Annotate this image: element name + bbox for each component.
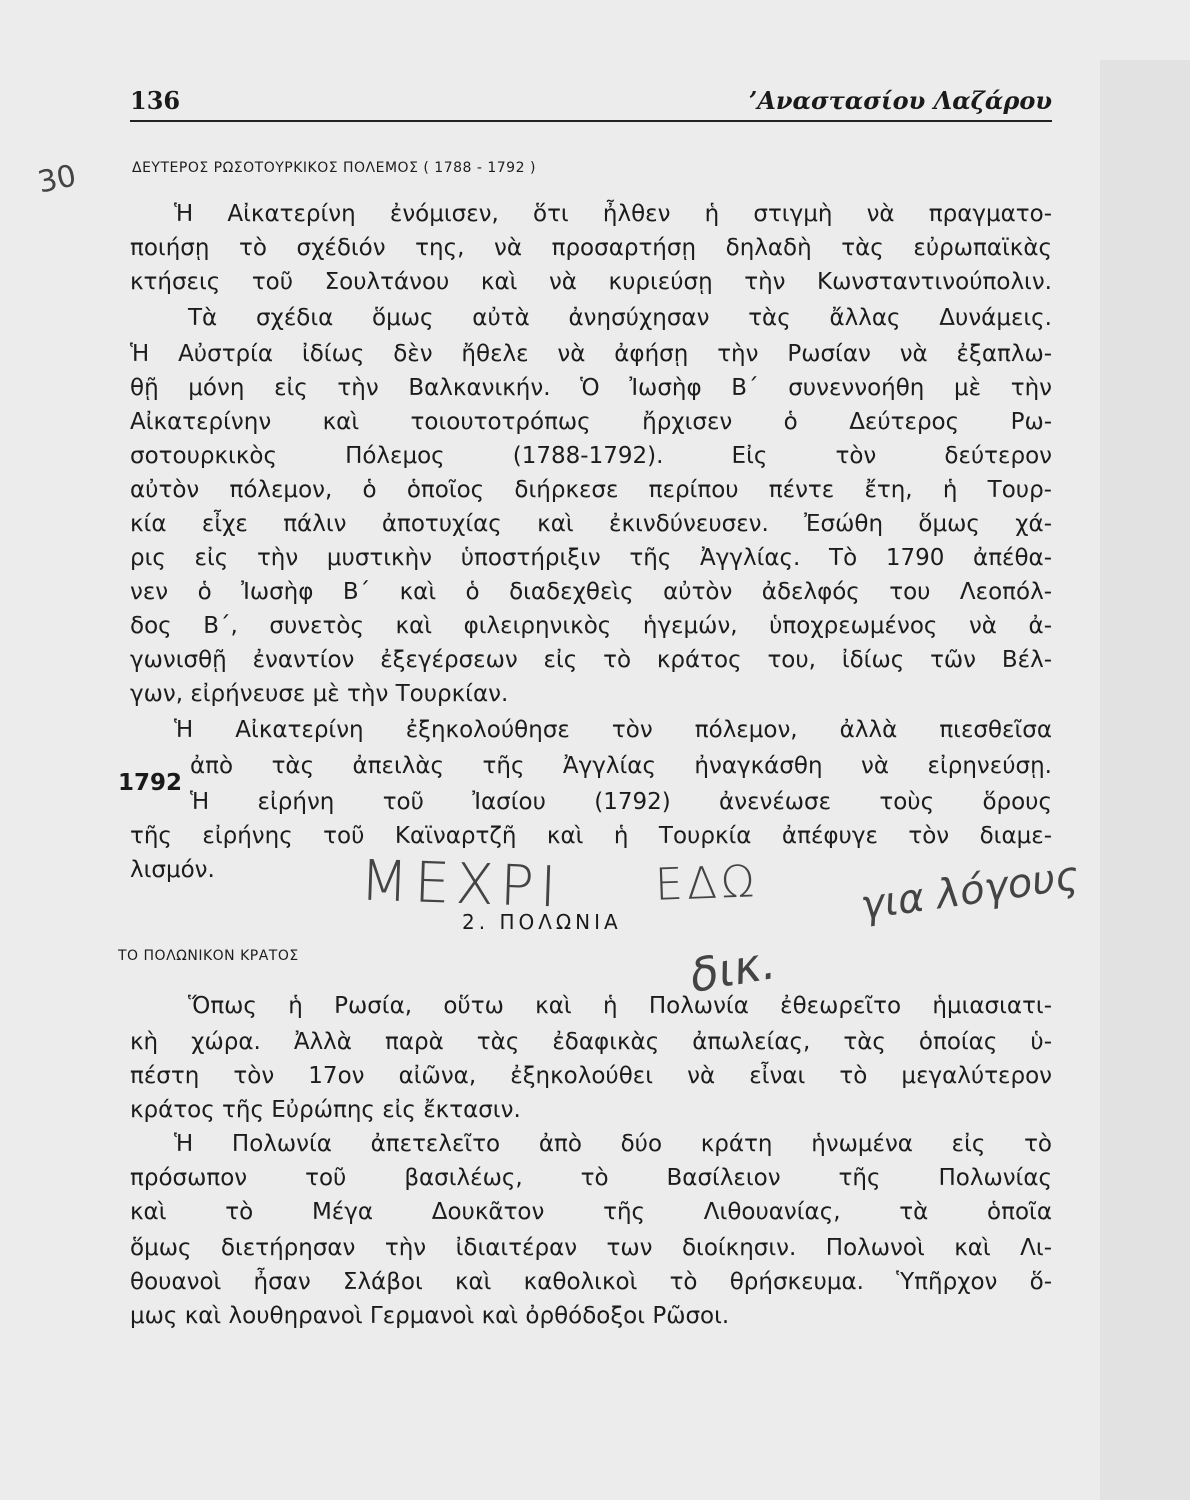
page-number: 136 (130, 86, 181, 115)
body-line: Ἡ Πολωνία ἀπετελεῖτο ἀπὸ δύο κράτη ἡνωμένα εἰς τὸ (174, 1131, 1052, 1157)
handwritten-note: ΕΔΩ (654, 856, 760, 911)
body-line: Ἡ εἰρήνη τοῦ Ἰασίου (1792) ἀνενέωσε τοὺς ὅρους (190, 789, 1052, 815)
margin-year: 1792 (118, 770, 183, 796)
body-line: λισμόν. (130, 857, 215, 883)
handwritten-note: για λόγους (857, 852, 1082, 930)
body-line: νεν ὁ Ἰωσὴφ Β΄ καὶ ὁ διαδεχθεὶς αὐτὸν ἀδελφός του Λεοπόλ- (130, 579, 1052, 605)
section-label-polish-state: ΤΟ ΠΟΛΩΝΙΚΟΝ ΚΡΑΤΟΣ (118, 948, 299, 964)
body-line: θῇ μόνη εἰς τὴν Βαλκανικήν. Ὁ Ἰωσὴφ Β΄ συνεννοήθη μὲ τὴν (130, 375, 1052, 401)
handwritten-note: ΜΕΧΡΙ (358, 848, 564, 921)
body-line: μως καὶ λουθηρανοὶ Γερμανοὶ καὶ ὀρθόδοξοι Ρῶσοι. (130, 1303, 730, 1329)
body-line: κράτος τῆς Εὐρώπης εἰς ἔκτασιν. (130, 1097, 521, 1123)
body-line: πρόσωπον τοῦ βασιλέως, τὸ Βασίλειον τῆς Πολωνίας (130, 1165, 1052, 1191)
page-header (130, 86, 1052, 122)
body-line: Τὰ σχέδια ὅμως αὐτὰ ἀνησύχησαν τὰς ἄλλας Δυνάμεις. (188, 305, 1052, 331)
body-line: γωνισθῇ ἐναντίον ἐξεγέρσεων εἰς τὸ κράτος του, ἰδίως τῶν Βέλ- (130, 647, 1052, 673)
body-line: ποιήσῃ τὸ σχέδιόν της, νὰ προσαρτήσῃ δηλαδὴ τὰς εὐρωπαϊκὰς (130, 235, 1052, 261)
body-line: ὅμως διετήρησαν τὴν ἰδιαιτέραν των διοίκησιν. Πολωνοὶ καὶ Λι- (130, 1235, 1052, 1261)
body-line: κὴ χώρα. Ἀλλὰ παρὰ τὰς ἐδαφικὰς ἀπωλείας, τὰς ὁποίας ὑ- (130, 1029, 1052, 1055)
body-line: Αἰκατερίνην καὶ τοιουτοτρόπως ἤρχισεν ὁ Δεύτερος Ρω- (130, 409, 1052, 435)
body-line: καὶ τὸ Μέγα Δουκᾶτον τῆς Λιθουανίας, τὰ ὁποῖα (130, 1199, 1052, 1225)
body-line: κτήσεις τοῦ Σουλτάνου καὶ νὰ κυριεύσῃ τὴν Κωνσταντινούπολιν. (130, 269, 1052, 295)
body-line: θουανοὶ ἦσαν Σλάβοι καὶ καθολικοὶ τὸ θρήσκευμα. Ὑπῆρχον ὅ- (130, 1269, 1052, 1295)
body-line: σοτουρκικὸς Πόλεμος (1788-1792). Εἰς τὸν δεύτερον (130, 443, 1052, 469)
section-heading-poland: 2. ΠΟΛΩΝΙΑ (462, 910, 622, 934)
body-line: γων, εἰρήνευσε μὲ τὴν Τουρκίαν. (130, 681, 509, 707)
body-line: τῆς εἰρήνης τοῦ Καϊναρτζῆ καὶ ἡ Τουρκία ἀπέφυγε τὸν διαμε- (130, 823, 1052, 849)
body-line: ρις εἰς τὴν μυστικὴν ὑποστήριξιν τῆς Ἀγγλίας. Τὸ 1790 ἀπέθα- (130, 545, 1052, 571)
section-label-russo-turkish-war: ΔΕΥΤΕΡΟΣ ΡΩΣΟΤΟΥΡΚΙΚΟΣ ΠΟΛΕΜΟΣ ( 1788 - 1792 ) (132, 160, 536, 176)
body-line: Ἡ Αἰκατερίνη ἐξηκολούθησε τὸν πόλεμον, ἀλλὰ πιεσθεῖσα (174, 717, 1052, 743)
handwritten-note: δικ. (685, 934, 780, 1004)
body-line: Ἡ Αἰκατερίνη ἐνόμισεν, ὅτι ἦλθεν ἡ στιγμὴ νὰ πραγματο- (174, 201, 1052, 227)
body-line: ἀπὸ τὰς ἀπειλὰς τῆς Ἀγγλίας ἠναγκάσθη νὰ εἰρηνεύσῃ. (190, 753, 1052, 779)
body-line: Ἡ Αὐστρία ἰδίως δὲν ἤθελε νὰ ἀφήσῃ τὴν Ρωσίαν νὰ ἐξαπλω- (130, 341, 1052, 367)
body-line: Ὅπως ἡ Ρωσία, οὕτω καὶ ἡ Πολωνία ἐθεωρεῖτο ἡμιασιατι- (188, 993, 1052, 1019)
body-line: αὐτὸν πόλεμον, ὁ ὁποῖος διήρκεσε περίπου πέντε ἔτη, ἡ Τουρ- (130, 477, 1052, 503)
body-line: πέστη τὸν 17ον αἰῶνα, ἐξηκολούθει νὰ εἶναι τὸ μεγαλύτερον (130, 1063, 1052, 1089)
running-title: ’Αναστασίου Λαζάρου (748, 86, 1052, 115)
facing-page-bleed (1100, 60, 1190, 1500)
handwritten-corner-number: 30 (34, 158, 80, 201)
body-line: κία εἶχε πάλιν ἀποτυχίας καὶ ἐκινδύνευσεν. Ἐσώθη ὅμως χά- (130, 511, 1052, 537)
body-line: δος Β΄, συνετὸς καὶ φιλειρηνικὸς ἡγεμών, ὑποχρεωμένος νὰ ἀ- (130, 613, 1052, 639)
